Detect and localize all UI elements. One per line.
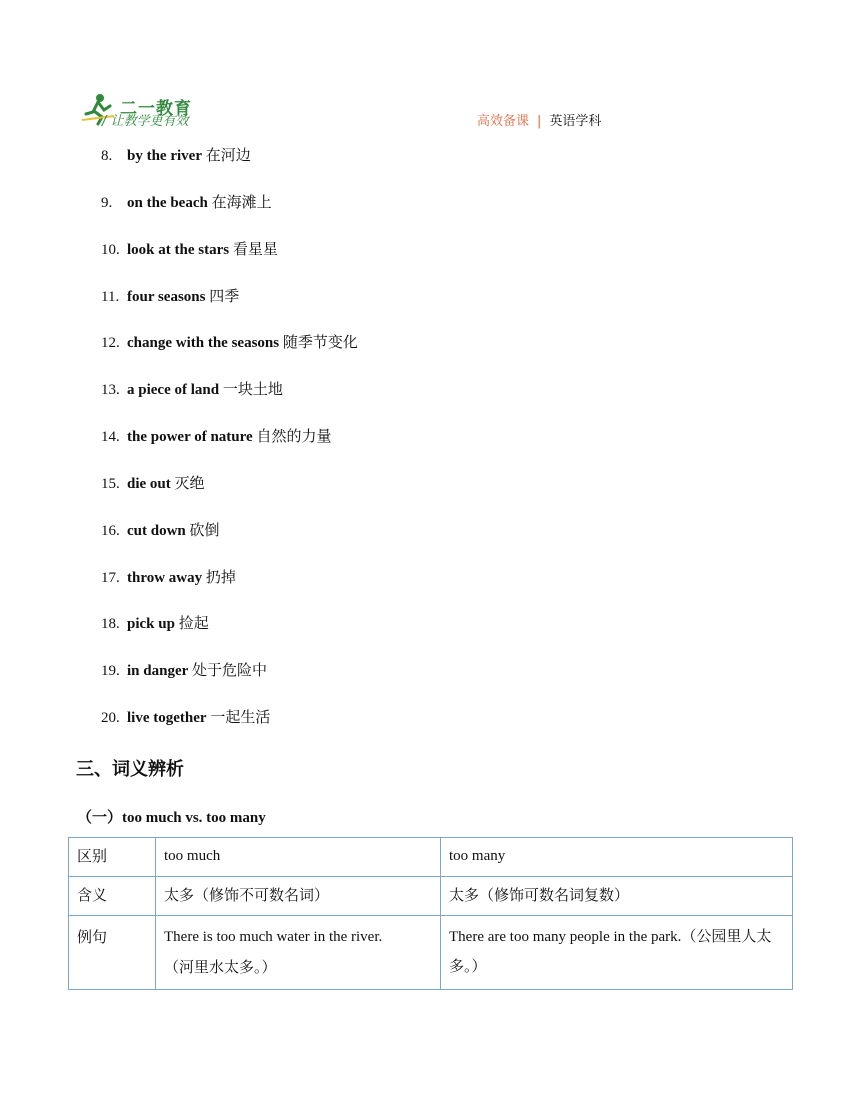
item-number: 15.: [101, 475, 120, 492]
item-number: 10.: [101, 241, 120, 258]
item-chinese: 四季: [209, 286, 240, 305]
table-cell: 太多（修饰不可数名词）: [156, 877, 441, 916]
list-item: [101, 284, 358, 331]
table-row: [69, 877, 793, 916]
item-english: live together: [127, 710, 207, 727]
subsection-prefix: （一）: [77, 808, 123, 826]
list-item: [101, 518, 358, 565]
logo-slogan: / 让教学更有效: [102, 114, 189, 129]
item-english: look at the stars: [127, 241, 230, 258]
item-number: 12.: [101, 335, 120, 352]
logo-brand: 二一教育: [120, 99, 192, 119]
list-item: [101, 190, 358, 237]
table-cell: too much: [156, 838, 441, 877]
list-item: [101, 330, 358, 377]
item-english: four seasons: [127, 288, 206, 305]
table-cell: too many: [441, 838, 793, 877]
item-number: 14.: [101, 429, 120, 446]
list-item: [101, 658, 358, 705]
subsection-title: [77, 806, 266, 827]
table-row: [69, 916, 793, 990]
item-english: cut down: [127, 522, 186, 539]
item-number: 20.: [101, 710, 120, 727]
page-header: [80, 92, 780, 132]
item-number: 13.: [101, 382, 120, 399]
section-title: 三、词义辨析: [76, 759, 184, 780]
item-english: the power of nature: [127, 429, 253, 446]
item-english: die out: [127, 475, 171, 492]
list-item: [101, 237, 358, 284]
item-number: 18.: [101, 616, 120, 633]
item-chinese: 处于危险中: [192, 661, 268, 680]
list-item: [101, 611, 358, 658]
item-chinese: 随季节变化: [282, 333, 358, 352]
item-number: 9.: [101, 194, 113, 211]
item-english: by the river: [127, 148, 202, 164]
item-chinese: 扔掉: [205, 567, 236, 586]
item-chinese: 在海滩上: [211, 192, 272, 211]
item-english: throw away: [127, 569, 203, 586]
logo: [80, 92, 240, 128]
list-item: [101, 705, 358, 752]
item-chinese: 看星星: [232, 239, 278, 258]
list-item: [101, 471, 358, 518]
table-cell: There are too many people in the park.（公园里人太多。）: [441, 916, 793, 990]
subsection-text: too much vs. too many: [122, 810, 266, 826]
item-number: 17.: [101, 569, 120, 586]
item-english: on the beach: [127, 194, 208, 211]
tagline-separator: |: [537, 114, 542, 129]
table-cell: 太多（修饰可数名词复数）: [441, 877, 793, 916]
item-english: in danger: [127, 663, 189, 680]
item-number: 11.: [101, 288, 120, 305]
item-number: 16.: [101, 522, 120, 539]
item-chinese: 灭绝: [174, 473, 205, 492]
table-cell: 例句: [69, 916, 156, 990]
item-chinese: 自然的力量: [256, 427, 332, 446]
list-item: [101, 565, 358, 612]
header-tagline: [477, 110, 601, 129]
table-cell: 区别: [69, 838, 156, 877]
item-english: change with the seasons: [127, 335, 280, 352]
table-cell: 含义: [69, 877, 156, 916]
list-item: [101, 424, 358, 471]
example-translation: （河里水太多。）: [164, 958, 277, 976]
item-number: 19.: [101, 663, 120, 680]
item-chinese: 在河边: [205, 146, 251, 164]
list-item: [101, 143, 358, 190]
vocab-list: [101, 143, 358, 752]
item-chinese: 一块土地: [222, 380, 283, 399]
item-english: pick up: [127, 616, 175, 633]
item-english: a piece of land: [127, 382, 220, 399]
item-chinese: 捡起: [178, 614, 209, 633]
item-number: 8.: [101, 148, 113, 164]
item-chinese: 一起生活: [210, 708, 271, 727]
comparison-table: [68, 837, 793, 990]
example-sentence: There is too much water in the river.: [164, 929, 383, 945]
subject-label: 英语学科: [549, 114, 602, 129]
table-row: [69, 838, 793, 877]
item-chinese: 砍倒: [189, 520, 220, 539]
tagline-text: 高效备课: [477, 114, 530, 129]
list-item: [101, 377, 358, 424]
table-cell: [156, 916, 441, 990]
